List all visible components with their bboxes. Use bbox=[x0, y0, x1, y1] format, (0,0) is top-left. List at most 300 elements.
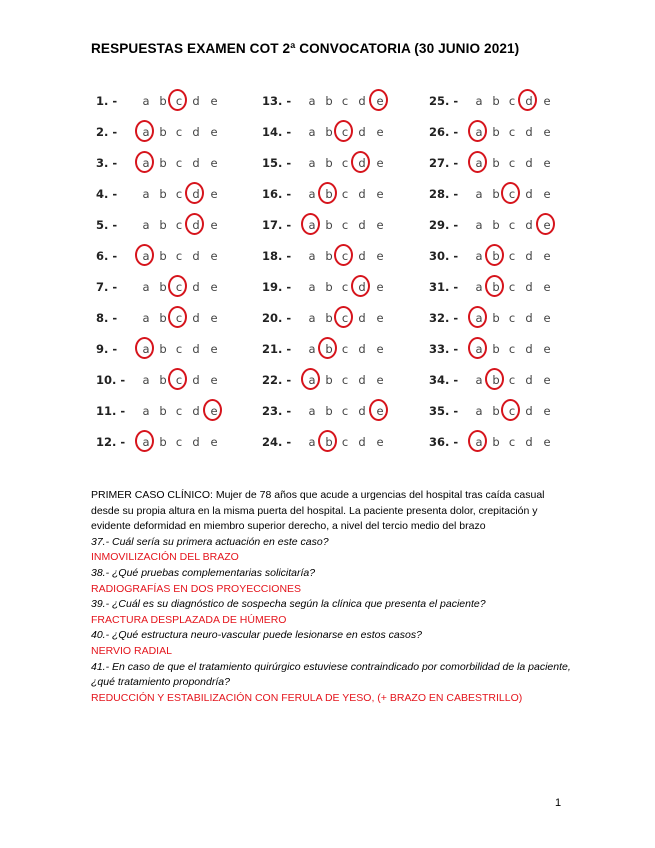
question-number: 11. - bbox=[96, 404, 126, 418]
selected-answer-circle bbox=[168, 306, 187, 328]
option-a: a bbox=[308, 187, 316, 201]
option-c: c bbox=[508, 404, 516, 418]
option-a: a bbox=[475, 404, 483, 418]
option-e: e bbox=[376, 311, 384, 325]
option-d: d bbox=[525, 373, 533, 387]
option-b: b bbox=[159, 373, 167, 387]
option-b: b bbox=[492, 404, 500, 418]
selected-answer-circle bbox=[485, 368, 504, 390]
option-a: a bbox=[142, 373, 150, 387]
question-number: 16. - bbox=[262, 187, 292, 201]
option-b: b bbox=[492, 156, 500, 170]
selected-answer-circle bbox=[168, 89, 187, 111]
answer-row bbox=[96, 243, 246, 271]
option-c: c bbox=[341, 404, 349, 418]
selected-answer-circle bbox=[334, 244, 353, 266]
option-d: d bbox=[525, 187, 533, 201]
question-number: 1. - bbox=[96, 94, 118, 108]
page-number: 1 bbox=[555, 797, 562, 809]
option-c: c bbox=[341, 311, 349, 325]
option-d: d bbox=[358, 94, 366, 108]
question-number: 22. - bbox=[262, 373, 292, 387]
question-number: 17. - bbox=[262, 218, 292, 232]
option-d: d bbox=[192, 404, 200, 418]
answer-row bbox=[429, 429, 579, 457]
option-a: a bbox=[308, 342, 316, 356]
option-a: a bbox=[142, 342, 150, 356]
selected-answer-circle bbox=[203, 399, 222, 421]
option-c: c bbox=[341, 156, 349, 170]
option-a: a bbox=[142, 404, 150, 418]
option-b: b bbox=[325, 125, 333, 139]
option-e: e bbox=[210, 280, 218, 294]
selected-answer-circle bbox=[334, 306, 353, 328]
option-e: e bbox=[376, 218, 384, 232]
selected-answer-circle bbox=[135, 430, 154, 452]
answer-row bbox=[96, 181, 246, 209]
option-e: e bbox=[543, 187, 551, 201]
answer-sheet-scan bbox=[84, 80, 556, 458]
answer-row bbox=[429, 367, 579, 395]
question-41: 41.- En caso de que el tratamiento quirúrgico estuviese contraindicado por comorbilidad de la paciente, ¿qué tratamiento propondría? bbox=[91, 660, 571, 689]
option-c: c bbox=[341, 373, 349, 387]
option-b: b bbox=[159, 187, 167, 201]
question-number: 31. - bbox=[429, 280, 459, 294]
answer-row bbox=[262, 88, 412, 116]
option-a: a bbox=[475, 187, 483, 201]
question-number: 21. - bbox=[262, 342, 292, 356]
question-number: 25. - bbox=[429, 94, 459, 108]
answer-row bbox=[429, 119, 579, 147]
answer-row bbox=[96, 367, 246, 395]
option-a: a bbox=[142, 249, 150, 263]
option-b: b bbox=[325, 342, 333, 356]
option-b: b bbox=[159, 125, 167, 139]
question-number: 33. - bbox=[429, 342, 459, 356]
option-b: b bbox=[325, 280, 333, 294]
option-e: e bbox=[543, 249, 551, 263]
question-number: 32. - bbox=[429, 311, 459, 325]
option-d: d bbox=[525, 156, 533, 170]
option-b: b bbox=[492, 342, 500, 356]
selected-answer-circle bbox=[351, 151, 370, 173]
option-c: c bbox=[341, 94, 349, 108]
option-b: b bbox=[325, 404, 333, 418]
option-d: d bbox=[525, 435, 533, 449]
selected-answer-circle bbox=[185, 182, 204, 204]
option-a: a bbox=[475, 218, 483, 232]
option-d: d bbox=[192, 156, 200, 170]
option-b: b bbox=[325, 187, 333, 201]
question-number: 7. - bbox=[96, 280, 118, 294]
option-c: c bbox=[175, 125, 183, 139]
selected-answer-circle bbox=[334, 120, 353, 142]
question-number: 18. - bbox=[262, 249, 292, 263]
option-d: d bbox=[192, 94, 200, 108]
option-d: d bbox=[358, 342, 366, 356]
answer-row bbox=[262, 119, 412, 147]
option-c: c bbox=[508, 249, 516, 263]
selected-answer-circle bbox=[369, 89, 388, 111]
option-b: b bbox=[159, 280, 167, 294]
selected-answer-circle bbox=[468, 120, 487, 142]
question-number: 19. - bbox=[262, 280, 292, 294]
option-c: c bbox=[175, 280, 183, 294]
answer-row bbox=[429, 88, 579, 116]
option-c: c bbox=[175, 311, 183, 325]
option-c: c bbox=[175, 187, 183, 201]
answer-row bbox=[429, 150, 579, 178]
option-d: d bbox=[358, 218, 366, 232]
selected-answer-circle bbox=[485, 275, 504, 297]
answer-row bbox=[262, 274, 412, 302]
answer-row bbox=[262, 398, 412, 426]
option-a: a bbox=[475, 156, 483, 170]
option-a: a bbox=[308, 373, 316, 387]
option-c: c bbox=[175, 94, 183, 108]
question-number: 6. - bbox=[96, 249, 118, 263]
option-d: d bbox=[192, 435, 200, 449]
option-e: e bbox=[376, 125, 384, 139]
option-d: d bbox=[358, 156, 366, 170]
option-e: e bbox=[543, 218, 551, 232]
option-d: d bbox=[525, 249, 533, 263]
option-c: c bbox=[508, 435, 516, 449]
option-c: c bbox=[175, 218, 183, 232]
option-a: a bbox=[308, 280, 316, 294]
option-e: e bbox=[376, 280, 384, 294]
option-c: c bbox=[341, 435, 349, 449]
option-c: c bbox=[508, 373, 516, 387]
question-number: 13. - bbox=[262, 94, 292, 108]
option-e: e bbox=[210, 249, 218, 263]
option-e: e bbox=[543, 94, 551, 108]
option-b: b bbox=[325, 156, 333, 170]
option-e: e bbox=[210, 94, 218, 108]
option-a: a bbox=[475, 342, 483, 356]
answer-row bbox=[429, 181, 579, 209]
option-c: c bbox=[508, 311, 516, 325]
option-a: a bbox=[308, 218, 316, 232]
selected-answer-circle bbox=[468, 306, 487, 328]
option-e: e bbox=[210, 373, 218, 387]
option-b: b bbox=[325, 311, 333, 325]
selected-answer-circle bbox=[318, 337, 337, 359]
question-number: 2. - bbox=[96, 125, 118, 139]
option-e: e bbox=[543, 404, 551, 418]
question-40: 40.- ¿Qué estructura neuro-vascular puede lesionarse en estos casos? bbox=[91, 629, 422, 642]
option-b: b bbox=[159, 249, 167, 263]
option-a: a bbox=[142, 435, 150, 449]
option-d: d bbox=[525, 218, 533, 232]
selected-answer-circle bbox=[301, 368, 320, 390]
option-c: c bbox=[508, 94, 516, 108]
option-c: c bbox=[341, 187, 349, 201]
question-number: 20. - bbox=[262, 311, 292, 325]
option-b: b bbox=[325, 435, 333, 449]
answer-row bbox=[429, 305, 579, 333]
option-e: e bbox=[543, 156, 551, 170]
option-b: b bbox=[159, 404, 167, 418]
selected-answer-circle bbox=[135, 244, 154, 266]
option-d: d bbox=[525, 311, 533, 325]
question-number: 23. - bbox=[262, 404, 292, 418]
selected-answer-circle bbox=[135, 120, 154, 142]
answer-row bbox=[96, 336, 246, 364]
option-e: e bbox=[376, 249, 384, 263]
option-d: d bbox=[192, 187, 200, 201]
option-e: e bbox=[543, 373, 551, 387]
option-a: a bbox=[308, 249, 316, 263]
option-d: d bbox=[358, 435, 366, 449]
option-e: e bbox=[543, 435, 551, 449]
selected-answer-circle bbox=[468, 151, 487, 173]
selected-answer-circle bbox=[318, 430, 337, 452]
option-b: b bbox=[325, 373, 333, 387]
option-b: b bbox=[492, 435, 500, 449]
option-d: d bbox=[358, 311, 366, 325]
answer-row bbox=[262, 150, 412, 178]
option-a: a bbox=[308, 94, 316, 108]
selected-answer-circle bbox=[468, 430, 487, 452]
option-a: a bbox=[475, 311, 483, 325]
option-e: e bbox=[210, 187, 218, 201]
option-c: c bbox=[175, 342, 183, 356]
option-b: b bbox=[492, 311, 500, 325]
option-d: d bbox=[358, 125, 366, 139]
answer-row bbox=[262, 181, 412, 209]
option-e: e bbox=[376, 156, 384, 170]
question-number: 10. - bbox=[96, 373, 126, 387]
selected-answer-circle bbox=[501, 182, 520, 204]
option-d: d bbox=[192, 218, 200, 232]
answer-40: NERVIO RADIAL bbox=[91, 644, 172, 657]
selected-answer-circle bbox=[135, 151, 154, 173]
option-b: b bbox=[325, 218, 333, 232]
option-c: c bbox=[341, 280, 349, 294]
answer-row bbox=[429, 212, 579, 240]
option-c: c bbox=[341, 125, 349, 139]
option-c: c bbox=[175, 156, 183, 170]
selected-answer-circle bbox=[318, 182, 337, 204]
option-e: e bbox=[543, 311, 551, 325]
question-number: 35. - bbox=[429, 404, 459, 418]
option-a: a bbox=[475, 435, 483, 449]
option-a: a bbox=[308, 156, 316, 170]
selected-answer-circle bbox=[468, 337, 487, 359]
option-a: a bbox=[308, 125, 316, 139]
answer-row bbox=[429, 336, 579, 364]
clinical-case bbox=[91, 488, 571, 706]
case-paragraph bbox=[91, 488, 571, 535]
option-b: b bbox=[492, 249, 500, 263]
answer-row bbox=[96, 119, 246, 147]
option-b: b bbox=[159, 311, 167, 325]
answer-row bbox=[262, 367, 412, 395]
question-number: 3. - bbox=[96, 156, 118, 170]
option-e: e bbox=[210, 218, 218, 232]
answer-row bbox=[262, 305, 412, 333]
option-a: a bbox=[142, 94, 150, 108]
option-d: d bbox=[192, 373, 200, 387]
option-b: b bbox=[159, 218, 167, 232]
option-d: d bbox=[192, 311, 200, 325]
option-d: d bbox=[192, 125, 200, 139]
selected-answer-circle bbox=[369, 399, 388, 421]
option-b: b bbox=[159, 342, 167, 356]
question-number: 27. - bbox=[429, 156, 459, 170]
option-b: b bbox=[492, 280, 500, 294]
answer-row bbox=[262, 336, 412, 364]
option-a: a bbox=[308, 435, 316, 449]
answer-38: RADIOGRAFÍAS EN DOS PROYECCIONES bbox=[91, 582, 302, 595]
option-e: e bbox=[210, 311, 218, 325]
answer-37: INMOVILIZACIÓN DEL BRAZO bbox=[91, 551, 239, 564]
option-e: e bbox=[210, 125, 218, 139]
selected-answer-circle bbox=[135, 337, 154, 359]
case-heading: PRIMER CASO CLÍNICO: bbox=[91, 489, 213, 501]
option-a: a bbox=[142, 125, 150, 139]
option-c: c bbox=[508, 280, 516, 294]
option-a: a bbox=[142, 218, 150, 232]
page-title: RESPUESTAS EXAMEN COT 2ª CONVOCATORIA (30 JUNIO 2021) bbox=[91, 41, 520, 56]
option-c: c bbox=[508, 156, 516, 170]
option-c: c bbox=[341, 342, 349, 356]
option-d: d bbox=[525, 280, 533, 294]
question-number: 8. - bbox=[96, 311, 118, 325]
selected-answer-circle bbox=[351, 275, 370, 297]
answer-row bbox=[429, 398, 579, 426]
selected-answer-circle bbox=[536, 213, 555, 235]
option-e: e bbox=[376, 342, 384, 356]
option-b: b bbox=[159, 156, 167, 170]
option-d: d bbox=[525, 342, 533, 356]
option-c: c bbox=[508, 342, 516, 356]
option-c: c bbox=[508, 187, 516, 201]
question-number: 12. - bbox=[96, 435, 126, 449]
option-d: d bbox=[192, 342, 200, 356]
question-number: 28. - bbox=[429, 187, 459, 201]
answer-41: REDUCCIÓN Y ESTABILIZACIÓN CON FERULA DE YESO, (+ BRAZO EN CABESTRILLO) bbox=[91, 691, 523, 704]
option-c: c bbox=[341, 249, 349, 263]
option-a: a bbox=[142, 187, 150, 201]
option-b: b bbox=[492, 187, 500, 201]
option-e: e bbox=[376, 404, 384, 418]
option-a: a bbox=[475, 373, 483, 387]
question-number: 26. - bbox=[429, 125, 459, 139]
selected-answer-circle bbox=[168, 368, 187, 390]
option-e: e bbox=[210, 156, 218, 170]
option-d: d bbox=[358, 280, 366, 294]
option-a: a bbox=[308, 311, 316, 325]
option-e: e bbox=[210, 342, 218, 356]
answer-row bbox=[429, 274, 579, 302]
answer-row bbox=[429, 243, 579, 271]
option-d: d bbox=[358, 404, 366, 418]
answer-row bbox=[96, 305, 246, 333]
option-c: c bbox=[508, 218, 516, 232]
answer-row bbox=[262, 212, 412, 240]
option-b: b bbox=[325, 94, 333, 108]
question-number: 15. - bbox=[262, 156, 292, 170]
answer-row bbox=[262, 243, 412, 271]
option-d: d bbox=[358, 373, 366, 387]
option-a: a bbox=[308, 404, 316, 418]
answer-row bbox=[96, 274, 246, 302]
option-d: d bbox=[358, 249, 366, 263]
option-b: b bbox=[492, 373, 500, 387]
option-c: c bbox=[175, 249, 183, 263]
option-b: b bbox=[325, 249, 333, 263]
option-b: b bbox=[159, 435, 167, 449]
selected-answer-circle bbox=[518, 89, 537, 111]
answer-row bbox=[262, 429, 412, 457]
selected-answer-circle bbox=[485, 244, 504, 266]
question-number: 5. - bbox=[96, 218, 118, 232]
option-b: b bbox=[492, 94, 500, 108]
option-d: d bbox=[192, 280, 200, 294]
option-c: c bbox=[175, 435, 183, 449]
option-a: a bbox=[475, 125, 483, 139]
option-a: a bbox=[142, 156, 150, 170]
option-a: a bbox=[142, 311, 150, 325]
option-a: a bbox=[142, 280, 150, 294]
selected-answer-circle bbox=[301, 213, 320, 235]
option-d: d bbox=[358, 187, 366, 201]
option-e: e bbox=[543, 125, 551, 139]
option-c: c bbox=[175, 404, 183, 418]
selected-answer-circle bbox=[168, 275, 187, 297]
question-number: 14. - bbox=[262, 125, 292, 139]
question-39: 39.- ¿Cuál es su diagnóstico de sospecha según la clínica que presenta el paciente? bbox=[91, 598, 486, 611]
option-a: a bbox=[475, 249, 483, 263]
option-e: e bbox=[543, 280, 551, 294]
question-number: 4. - bbox=[96, 187, 118, 201]
option-d: d bbox=[525, 404, 533, 418]
option-c: c bbox=[341, 218, 349, 232]
question-38: 38.- ¿Qué pruebas complementarias solicitaría? bbox=[91, 566, 316, 579]
answer-row bbox=[96, 88, 246, 116]
question-number: 36. - bbox=[429, 435, 459, 449]
option-e: e bbox=[376, 187, 384, 201]
option-c: c bbox=[175, 373, 183, 387]
question-number: 34. - bbox=[429, 373, 459, 387]
option-e: e bbox=[210, 435, 218, 449]
question-number: 30. - bbox=[429, 249, 459, 263]
option-e: e bbox=[543, 342, 551, 356]
case-text: Mujer de 78 años que acude a urgencias del hospital tras caída casual desde su propia altura en la misma puerta del hospital. La paciente presenta dolor, crepitación y evidente deformidad en miembro superior derecho, a nivel del tercio medio del brazo bbox=[91, 489, 545, 533]
option-b: b bbox=[159, 94, 167, 108]
question-number: 24. - bbox=[262, 435, 292, 449]
question-number: 9. - bbox=[96, 342, 118, 356]
option-d: d bbox=[525, 125, 533, 139]
option-e: e bbox=[376, 94, 384, 108]
option-a: a bbox=[475, 94, 483, 108]
option-e: e bbox=[376, 373, 384, 387]
question-37: 37.- Cuál sería su primera actuación en este caso? bbox=[91, 535, 329, 548]
answer-row bbox=[96, 398, 246, 426]
question-number: 29. - bbox=[429, 218, 459, 232]
option-b: b bbox=[492, 125, 500, 139]
selected-answer-circle bbox=[501, 399, 520, 421]
option-d: d bbox=[525, 94, 533, 108]
option-b: b bbox=[492, 218, 500, 232]
answer-row bbox=[96, 212, 246, 240]
option-e: e bbox=[210, 404, 218, 418]
option-c: c bbox=[508, 125, 516, 139]
selected-answer-circle bbox=[185, 213, 204, 235]
answer-row bbox=[96, 429, 246, 457]
